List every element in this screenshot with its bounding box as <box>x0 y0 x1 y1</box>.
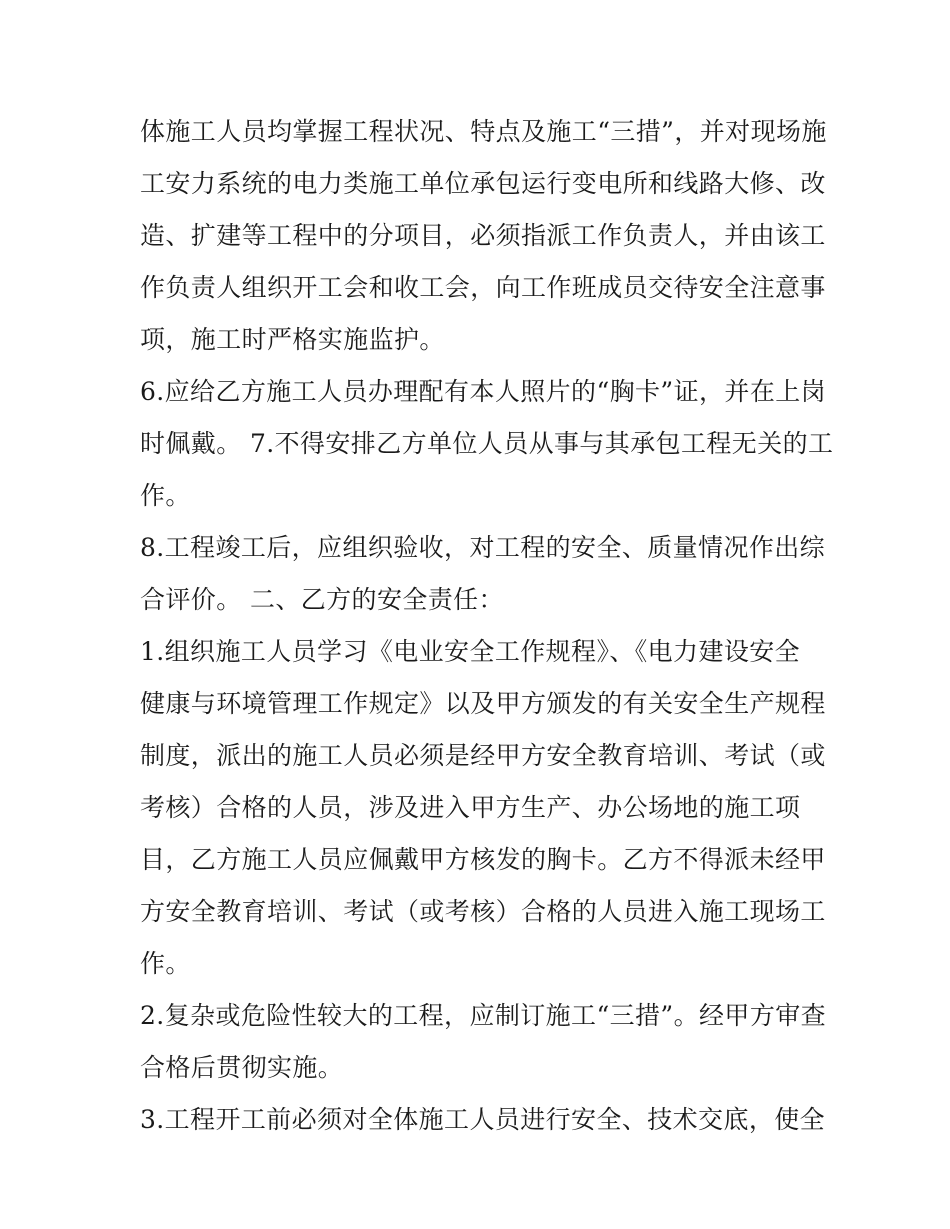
text-line: 作。 <box>140 949 191 978</box>
text-line: 3.工程开工前必须对全体施工人员进行安全、技术交底，使全 <box>140 1105 826 1134</box>
text-line: 作。 <box>140 481 191 510</box>
text-line: 方安全教育培训、考试（或考核）合格的人员进入施工现场工 <box>140 897 826 926</box>
text-line: 造、扩建等工程中的分项目，必须指派工作负责人，并由该工 <box>140 221 826 250</box>
text-line: 目，乙方施工人员应佩戴甲方核发的胸卡。乙方不得派未经甲 <box>140 845 826 874</box>
text-line: 项，施工时严格实施监护。 <box>140 325 445 354</box>
text-line: 考核）合格的人员，涉及进入甲方生产、办公场地的施工项 <box>140 793 801 822</box>
text-line: 工安力系统的电力类施工单位承包运行变电所和线路大修、改 <box>140 169 826 198</box>
text-line: 6.应给乙方施工人员办理配有本人照片的“胸卡”证，并在上岗 <box>140 377 827 406</box>
text-line: 健康与环境管理工作规定》以及甲方颁发的有关安全生产规程 <box>140 689 826 718</box>
text-line: 8.工程竣工后，应组织验收，对工程的安全、质量情况作出综 <box>140 533 826 562</box>
text-line: 2.复杂或危险性较大的工程，应制订施工“三措”。经甲方审查 <box>140 1001 827 1030</box>
text-line: 合格后贯彻实施。 <box>140 1053 344 1082</box>
text-line: 制度，派出的施工人员必须是经甲方安全教育培训、考试（或 <box>140 741 826 770</box>
body-text <box>140 106 834 1146</box>
text-line: 时佩戴。 7.不得安排乙方单位人员从事与其承包工程无关的工 <box>140 429 834 458</box>
text-line: 合评价。 二、乙方的安全责任： <box>140 585 504 614</box>
text-line: 体施工人员均掌握工程状况、特点及施工“三措”，并对现场施 <box>140 117 827 146</box>
text-line: 作负责人组织开工会和收工会，向工作班成员交待安全注意事 <box>140 273 826 302</box>
text-line: 1.组织施工人员学习《电业安全工作规程》、《电力建设安全 <box>140 637 801 666</box>
